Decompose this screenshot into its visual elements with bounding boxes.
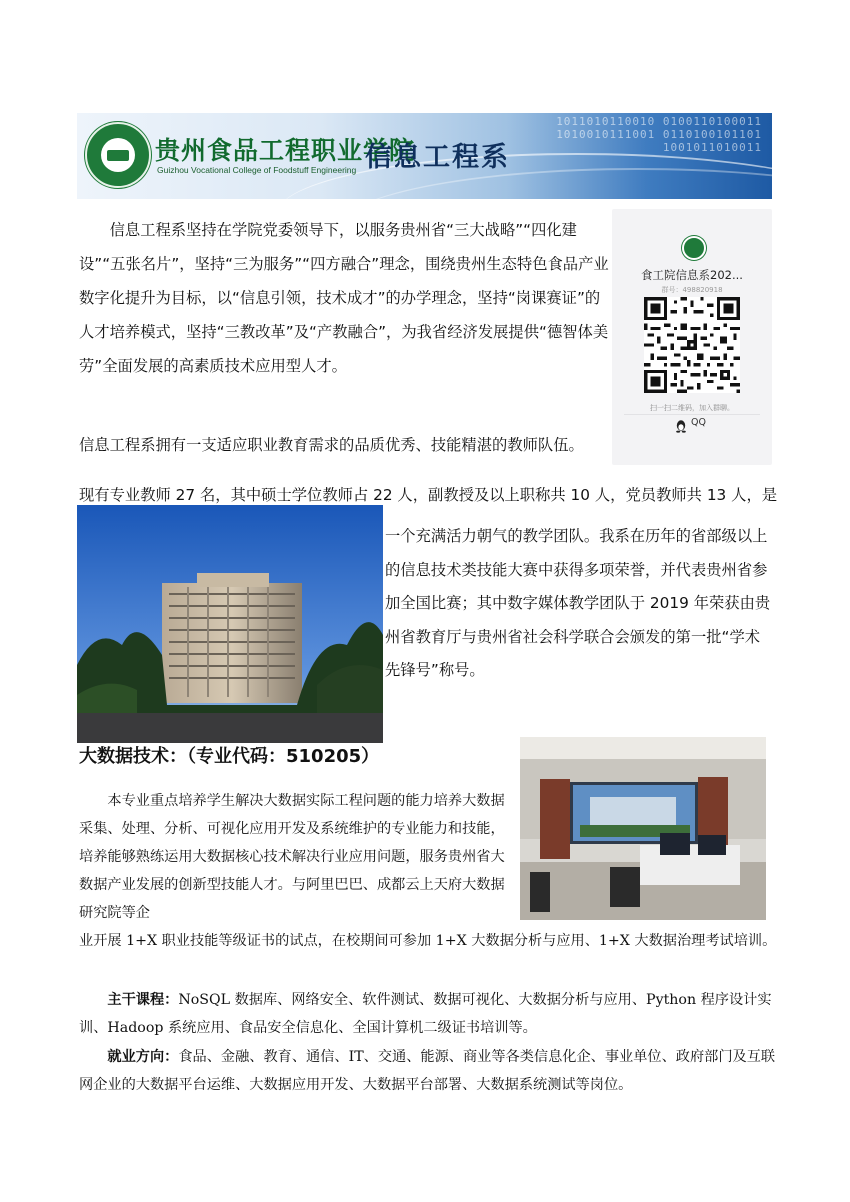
major-title: 大数据技术：（专业代码：510205） — [79, 746, 380, 767]
department-title: 信息工程系 — [365, 142, 510, 173]
team-honors-paragraph: 一个充满活力朝气的教学团队。我系在历年的省部级以上的信息技术类技能大赛中获得多项荣誉，并代表贵州省参加全国比赛；其中数字媒体教学团队于 2019 年荣获由贵州省教育厅与贵州省社会科学联合会颁发的第一批“学术先锋号”称号。 — [385, 527, 771, 679]
college-logo-icon — [85, 122, 151, 188]
big-data-classroom-photo — [520, 737, 766, 920]
team-intro-line: 信息工程系拥有一支适应职业教育需求的品质优秀、技能精湛的教师队伍。 — [79, 436, 584, 454]
careers-text: 食品、金融、教育、通信、IT、交通、能源、商业等各类信息化企、事业单位、政府部门及互联网企业的大数据平台运维、大数据应用开发、大数据平台部署、大数据系统测试等岗位。 — [79, 1049, 776, 1093]
qr-group-number: 群号：498820918 — [661, 286, 723, 294]
college-building-photo — [77, 505, 383, 743]
team-stats-line: 现有专业教师 27 名，其中硕士学位教师占 22 人，副教授及以上职称共 10 人，党员教师共 13 人，是 — [79, 486, 778, 504]
college-name-en: Guizhou Vocational College of Foodstuff Engineering — [157, 165, 357, 175]
binary-decoration: 1011010110010 0100110100011 1010010111001 0110100101101 1001011010011 — [556, 115, 762, 154]
header-banner — [77, 113, 772, 199]
qr-scan-hint: 扫一扫二维码，加入群聊。 — [650, 404, 734, 412]
major-description-continued: 业开展 1+X 职业技能等级证书的试点，在校期间可参加 1+X 大数据分析与应用、1+X 大数据治理考试培训。 — [79, 933, 777, 949]
core-courses-label: 主干课程： — [107, 992, 179, 1008]
qr-group-name: 食工院信息系202... — [641, 268, 743, 282]
group-avatar-icon — [682, 236, 706, 260]
major-description: 本专业重点培养学生解决大数据实际工程问题的能力培养大数据采集、处理、分析、可视化应用开发及系统维护的专业能力和技能，培养能够熟练运用大数据核心技术解决行业应用问题，服务贵州省大数据产业发展的创新型技能人才。与阿里巴巴、成都云上天府大数据研究院等企 — [79, 793, 505, 921]
qr-divider — [624, 414, 760, 415]
college-name-cn: 贵州食品工程职业学院 — [155, 136, 416, 165]
qq-label: QQ — [691, 417, 706, 428]
careers-paragraph — [79, 1043, 779, 1099]
core-courses-paragraph — [79, 986, 779, 1042]
intro-paragraph: 信息工程系坚持在学院党委领导下，以服务贵州省“三大战略”“四化建设”“五张名片”，坚持“三为服务”“四方融合”理念，围绕贵州生态特色食品产业数字化提升为目标，以“信息引领，技术成才”的办学理念，坚持“岗课赛证”的人才培养模式，坚持“三教改革”及“产教融合”，为我省经济发展提供“德智体美劳”全面发展的高素质技术应用型人才。 — [79, 221, 609, 375]
qq-penguin-icon — [674, 419, 688, 433]
core-courses-text: NoSQL 数据库、网络安全、软件测试、数据可视化、大数据分析与应用、Python 程序设计实训、Hadoop 系统应用、食品安全信息化、全国计算机二级证书培训等。 — [79, 992, 772, 1036]
qr-code-icon[interactable] — [644, 297, 740, 393]
qq-group-qr-card — [612, 209, 772, 465]
careers-label: 就业方向： — [107, 1049, 179, 1065]
